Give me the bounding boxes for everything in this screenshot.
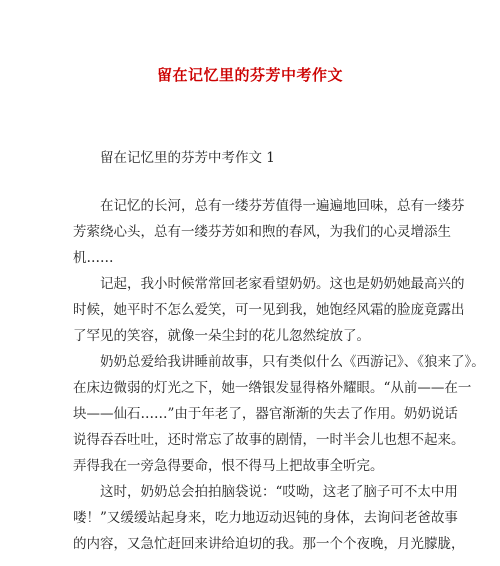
text-line: 在床边微弱的灯光之下，她一绺银发显得格外耀眼。“从前——在一 bbox=[73, 380, 472, 396]
text-line: 了罕见的笑容，就像一朵尘封的花儿忽然绽放了。 bbox=[73, 328, 370, 344]
text-line: 喽！”又缓缓站起身来，吃力地迈动迟钝的身体，去询问老爸故事 bbox=[73, 510, 458, 526]
text-line: 奶奶总爱给我讲睡前故事，只有类似什么《西游记》、《狼来了》。 bbox=[100, 354, 485, 370]
document-title: 留在记忆里的芬芳中考作文 bbox=[156, 66, 343, 84]
text-line: 在记忆的长河，总有一缕芬芳值得一遍遍地回味，总有一缕芬 bbox=[100, 198, 465, 214]
section-heading: 留在记忆里的芬芳中考作文 1 bbox=[100, 150, 275, 166]
text-line: 说得吞吞吐吐，还时常忘了故事的剧情，一时半会儿也想不起来。 bbox=[73, 432, 465, 448]
text-line: 机…… bbox=[73, 250, 114, 266]
text-line: 的内容，又急忙赶回来讲给迫切的我。那一个个夜晚，月光朦胧， bbox=[73, 536, 465, 552]
text-line: 这时，奶奶总会拍拍脑袋说：“哎呦，这老了脑子可不太中用 bbox=[100, 484, 458, 500]
text-line: 记起，我小时候常常回老家看望奶奶。这也是奶奶她最高兴的 bbox=[100, 276, 465, 292]
essay-body bbox=[73, 193, 485, 557]
text-line: 芳萦绕心头，总有一缕芬芳如和煦的春风，为我们的心灵增添生 bbox=[73, 224, 451, 240]
text-line: 块——仙石……”由于年老了，器官渐渐的失去了作用。奶奶说话 bbox=[73, 406, 458, 422]
text-line: 弄得我在一旁急得要命，恨不得马上把故事全听完。 bbox=[73, 458, 384, 474]
text-line: 时候，她平时不怎么爱笑，可一见到我，她饱经风霜的脸庞竟露出 bbox=[73, 302, 465, 318]
